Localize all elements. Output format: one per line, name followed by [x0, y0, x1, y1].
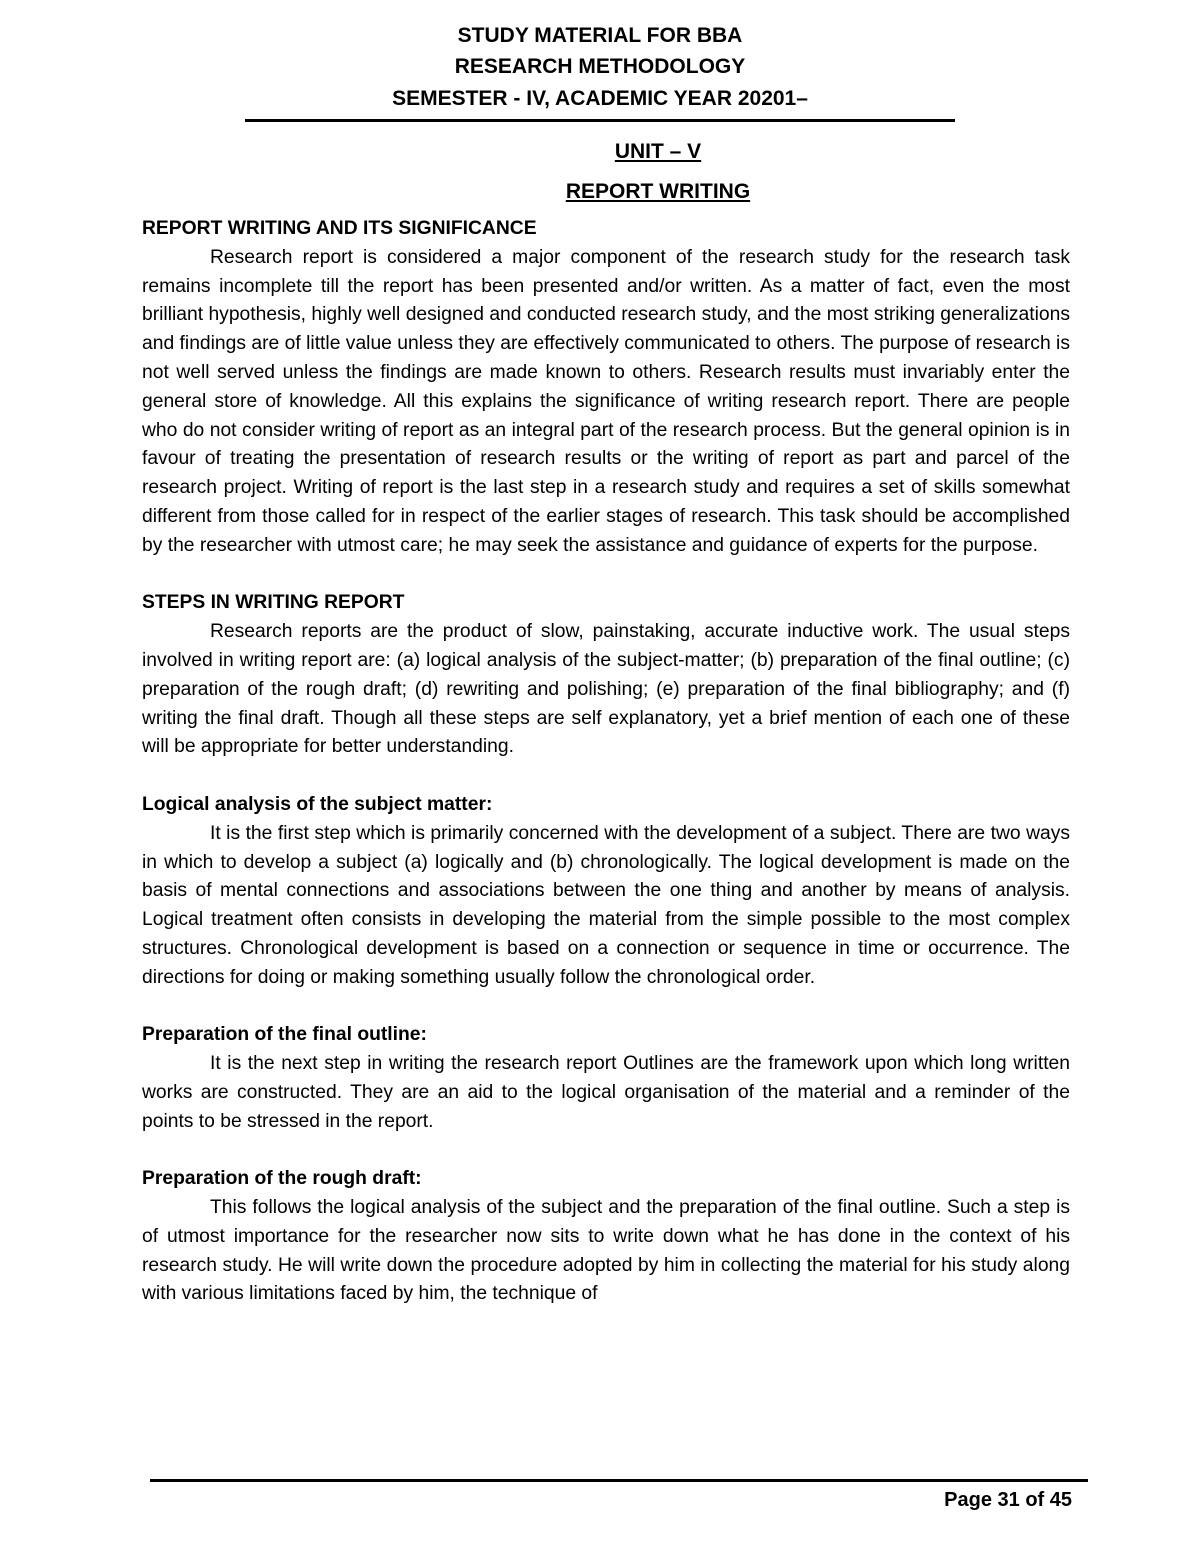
section-heading-rough-draft: Preparation of the rough draft: — [142, 1168, 422, 1190]
unit-title: REPORT WRITING — [565, 180, 751, 203]
header-rule — [245, 119, 955, 122]
section-heading-significance: REPORT WRITING AND ITS SIGNIFICANCE — [142, 218, 537, 239]
section-heading-final-outline: Preparation of the final outline: — [142, 1024, 427, 1046]
document-header-line-1: STUDY MATERIAL FOR BBA — [457, 24, 743, 47]
section-heading-steps: STEPS IN WRITING REPORT — [142, 592, 405, 614]
section-paragraph-steps: Research reports are the product of slow, painstaking, accurate inductive work. The usual steps involved in writing report are: (a) logical analysis of the subject-matter; (b) preparation of the final outline; (c) preparation of the rough draft; (d) rewriting and polishing; (e) preparation of the final bibliography; and (f) writing the final draft. Though all these steps are self explanatory, yet a brief mention of each one of these will be appropriate for better understanding. — [142, 621, 1070, 758]
section-paragraph-rough-draft: This follows the logical analysis of the subject and the preparation of the final outline. Such a step is of utmost importance for the researcher now sits to write down what he has done in the context of his research study. He will write down the procedure adopted by him in collecting the material for his study along with various limitations faced by him, the technique of — [142, 1197, 1070, 1305]
document-header-line-3: SEMESTER - IV, ACADEMIC YEAR 20201– — [392, 87, 808, 110]
document-body — [142, 215, 1070, 1338]
page-number: Page 31 of 45 — [944, 1489, 1072, 1511]
section-paragraph-final-outline: It is the next step in writing the research report Outlines are the framework upon which long written works are constructed. They are an aid to the logical organisation of the material and a reminder of the points to be stressed in the report. — [142, 1053, 1070, 1132]
section-paragraph-logical-analysis: It is the first step which is primarily concerned with the development of a subject. There are two ways in which to develop a subject (a) logically and (b) chronologically. The logical development is made on the basis of mental connections and associations between the one thing and another by means of analysis. Logical treatment often consists in developing the material from the simple possible to the most complex structures. Chronological development is based on a connection or sequence in time or occurrence. The directions for doing or making something usually follow the chronological order. — [142, 822, 1070, 988]
section-heading-logical-analysis: Logical analysis of the subject matter: — [142, 793, 493, 815]
section-paragraph-significance: Research report is considered a major component of the research study for the research task remains incomplete till the report has been presented and/or written. As a matter of fact, even the most brilliant hypothesis, highly well designed and conducted research study, and the most striking generalizations and findings are of little value unless they are effectively communicated to others. The purpose of research is not well served unless the findings are made known to others. Research results must invariably enter the general store of knowledge. All this explains the significance of writing research report. There are people who do not consider writing of report as an integral part of the research process. But the general opinion is in favour of treating the presentation of research results or the writing of report as part and parcel of the research project. Writing of report is the last step in a research study and requires a set of skills somewhat different from those called for in respect of the earlier stages of research. This task should be accomplished by the researcher with utmost care; he may seek the assistance and guidance of experts for the purpose. — [142, 246, 1070, 556]
unit-number: UNIT – V — [614, 140, 702, 163]
footer-rule — [150, 1479, 1088, 1482]
document-header-line-2: RESEARCH METHODOLOGY — [454, 55, 746, 78]
